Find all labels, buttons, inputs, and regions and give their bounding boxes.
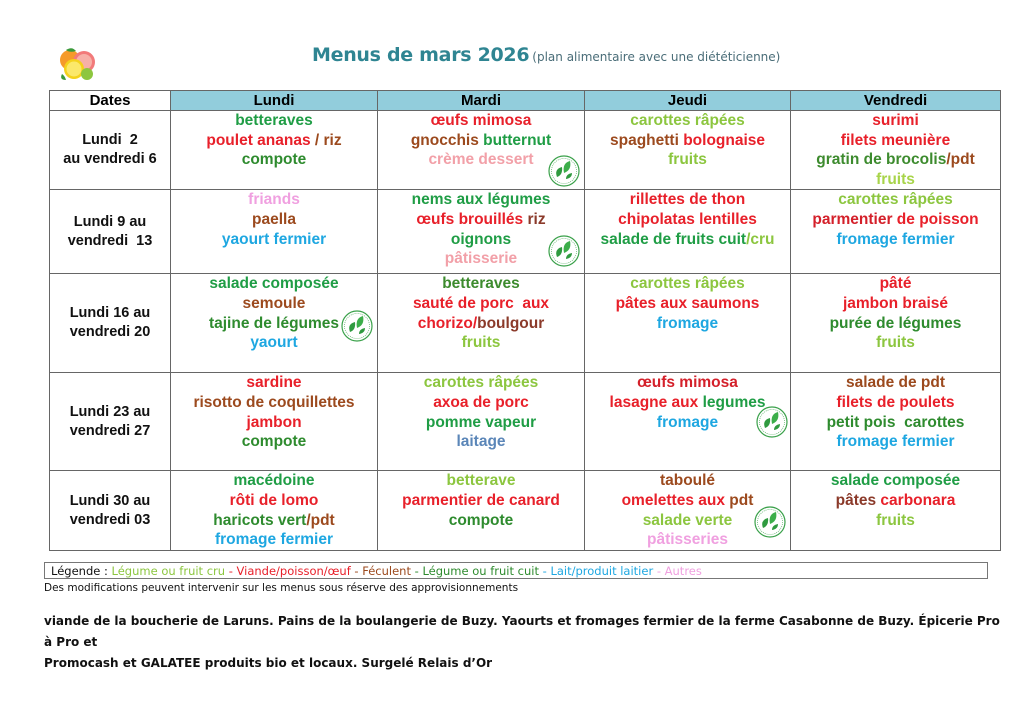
- menu-item: [585, 210, 790, 230]
- menu-item-text: betteraves: [235, 112, 313, 129]
- suppliers-text: [44, 611, 1004, 674]
- legend-separator: -: [410, 564, 423, 578]
- week-dates: [50, 190, 171, 274]
- menu-cell-jeudi: [585, 190, 791, 274]
- menu-item-text: oignons: [450, 230, 512, 248]
- week-row: [50, 274, 1001, 373]
- menu-item: [585, 131, 790, 151]
- legend-item: Féculent: [362, 564, 411, 578]
- menu-item-text: bolognaise: [678, 131, 766, 149]
- menu-item-text: de poisson: [892, 210, 979, 228]
- menu-item-text: carbonara: [876, 491, 956, 509]
- vegetarian-leaf-icon: [341, 310, 373, 342]
- menu-table: [49, 90, 1001, 551]
- menu-item: [171, 274, 377, 294]
- menu-item-text: pâtes aux saumons: [615, 294, 760, 312]
- menu-cell-jeudi: [585, 471, 791, 550]
- menu-item: [585, 150, 790, 170]
- week-row: [50, 471, 1001, 550]
- legend-label: Légende :: [51, 564, 112, 578]
- week-row: [50, 373, 1001, 471]
- menu-item: [791, 170, 1000, 190]
- menu-item: [585, 294, 790, 314]
- menu-cell-mardi: [378, 190, 585, 274]
- menu-item: [378, 393, 584, 413]
- menu-item-text: fromage fermier: [214, 531, 333, 549]
- menu-item-text: compote: [241, 151, 307, 169]
- title-main: Menus de mars 2026: [312, 44, 530, 66]
- menu-item-text: salade de pdt: [845, 374, 946, 392]
- menu-item-text: jambon braisé: [842, 294, 949, 312]
- menu-item: [171, 190, 377, 210]
- menu-item-text: / riz: [310, 131, 342, 149]
- menu-item: [171, 210, 377, 230]
- week-dates-line: vendredi 13: [67, 232, 153, 249]
- menu-cell-mardi: [378, 111, 585, 190]
- menu-item: [378, 314, 584, 334]
- menu-item: [791, 230, 1000, 250]
- menu-item-text: sardine: [246, 374, 302, 392]
- menu-item: [171, 471, 377, 491]
- week-dates-line: Lundi 16 au: [69, 305, 151, 322]
- menu-item: [378, 190, 584, 210]
- menu-item: [585, 274, 790, 294]
- week-dates-line: Lundi 30 au: [69, 492, 151, 509]
- menu-item-text: sauté de porc aux: [412, 294, 550, 312]
- menu-item-text: chorizo/: [417, 314, 478, 332]
- column-header-mardi: Mardi: [378, 91, 585, 111]
- legend-item: Viande/poisson/œuf: [236, 564, 351, 578]
- menu-item: [585, 230, 790, 250]
- menu-item: [378, 333, 584, 353]
- menu-item-text: carottes râpées: [630, 275, 745, 293]
- menu-item-text: nems aux légumes: [411, 191, 551, 209]
- menu-item-text: laitage: [456, 433, 506, 451]
- menu-cell-mardi: [378, 471, 585, 550]
- menu-item: [171, 530, 377, 550]
- menu-item-text: axoa de porc: [433, 393, 529, 411]
- menu-item-text: carottes râpées: [630, 112, 745, 129]
- menu-item: [378, 274, 584, 294]
- menu-item: [378, 471, 584, 491]
- menu-item-text: filets de poulets: [836, 393, 955, 411]
- menu-item: [171, 373, 377, 393]
- menu-item-text: compote: [448, 511, 514, 529]
- menu-item-text: parmentier: [812, 210, 893, 228]
- menu-item-text: /pdt: [306, 511, 335, 529]
- menu-item-text: risotto de coquillettes: [193, 393, 355, 411]
- menu-item-text: salade verte: [642, 511, 733, 529]
- menu-item: [171, 393, 377, 413]
- menu-item: [791, 190, 1000, 210]
- menu-item: [791, 150, 1000, 170]
- menu-item-text: pâté: [879, 275, 912, 293]
- page-title: [312, 44, 780, 66]
- menu-item: [791, 333, 1000, 353]
- menu-item-text: gnocchis: [410, 131, 479, 149]
- menu-item: [791, 314, 1000, 334]
- menu-item-text: petit pois carottes: [826, 413, 965, 431]
- menu-item-text: fruits: [876, 511, 915, 529]
- menu-item-text: taboulé: [659, 472, 716, 490]
- menu-item-text: filets meunière: [840, 131, 951, 149]
- menu-item-text: /cru: [746, 230, 775, 248]
- week-dates-line: Lundi 2: [82, 132, 138, 149]
- menu-item: [171, 491, 377, 511]
- menu-item-text: œufs brouillés: [416, 210, 524, 228]
- vegetarian-leaf-icon: [756, 406, 788, 438]
- menu-item: [378, 373, 584, 393]
- menu-item-text: fruits: [876, 170, 915, 188]
- menu-item: [378, 210, 584, 230]
- menu-item-text: yaourt: [250, 334, 298, 352]
- legend-separator: -: [538, 564, 551, 578]
- legend-separator: -: [653, 564, 665, 578]
- legend: [44, 562, 988, 579]
- vegetarian-leaf-icon: [548, 235, 580, 267]
- menu-item-text: fruits: [461, 334, 501, 352]
- menu-item: [585, 373, 790, 393]
- week-dates: [50, 471, 171, 550]
- supply-note: Des modifications peuvent intervenir sur les menus sous réserve des approvisionnements: [44, 582, 519, 594]
- week-dates: [50, 373, 171, 471]
- legend-separator: -: [225, 564, 237, 578]
- menu-item-text: lasagne aux: [609, 393, 703, 411]
- menu-item: [791, 491, 1000, 511]
- menu-item: [378, 432, 584, 452]
- menu-cell-jeudi: [585, 373, 791, 471]
- vegetarian-leaf-icon: [548, 155, 580, 187]
- menu-item-text: gratin de brocolis: [816, 151, 947, 169]
- menu-item: [791, 471, 1000, 491]
- menu-cell-lundi: [171, 111, 378, 190]
- menu-item: [378, 294, 584, 314]
- menu-item-text: fromage: [656, 314, 719, 332]
- menu-item-text: purée de légumes: [829, 314, 962, 332]
- menu-item-text: pomme vapeur: [425, 413, 537, 431]
- menu-item-text: carottes râpées: [423, 374, 539, 392]
- menu-item-text: spaghetti: [609, 131, 679, 149]
- vegetarian-leaf-icon: [754, 506, 786, 538]
- legend-item: Légume ou fruit cuit: [422, 564, 539, 578]
- menu-item: [378, 413, 584, 433]
- week-dates: [50, 111, 171, 190]
- menu-item: [585, 471, 790, 491]
- week-dates-line: vendredi 20: [69, 324, 151, 341]
- menu-item: [791, 111, 1000, 131]
- menu-cell-lundi: [171, 471, 378, 550]
- menu-item-text: parmentier de canard: [402, 491, 560, 509]
- menu-item-text: haricots vert: [213, 511, 307, 529]
- menu-item-text: butternut: [478, 131, 552, 149]
- menu-item: [171, 432, 377, 452]
- header-row: [50, 91, 1001, 111]
- menu-item-text: /pdt: [946, 151, 975, 169]
- menu-item: [585, 111, 790, 131]
- menu-item-text: fromage fermier: [836, 230, 955, 248]
- menu-item: [378, 491, 584, 511]
- menu-cell-lundi: [171, 190, 378, 274]
- menu-item-text: omelettes aux: [621, 491, 725, 509]
- menu-item-text: rillettes de thon: [629, 191, 746, 209]
- menu-item-text: chipolatas lentilles: [618, 210, 757, 228]
- menu-item: [585, 314, 790, 334]
- menu-cell-jeudi: [585, 274, 791, 373]
- citrus-fruits-icon: [56, 44, 98, 82]
- menu-item: [171, 230, 377, 250]
- menu-item: [171, 511, 377, 531]
- column-header-vendredi: Vendredi: [791, 91, 1001, 111]
- menu-cell-vendredi: [791, 111, 1001, 190]
- week-dates-line: Lundi 9 au: [73, 213, 147, 230]
- menu-item: [791, 294, 1000, 314]
- menu-item-text: riz: [523, 210, 546, 228]
- legend-item: Autres: [664, 564, 702, 578]
- legend-item: Légume ou fruit cru: [111, 564, 226, 578]
- menu-item: [585, 190, 790, 210]
- menu-item-text: macédoine: [233, 472, 315, 490]
- menu-item: [378, 511, 584, 531]
- menu-item-text: crème dessert: [428, 151, 534, 169]
- legend-separator: -: [350, 564, 363, 578]
- menu-item: [171, 413, 377, 433]
- week-dates-line: vendredi 27: [69, 422, 151, 439]
- menu-item: [171, 131, 377, 151]
- menu-item-text: fruits: [668, 151, 707, 169]
- menu-item: [378, 131, 584, 151]
- column-header-dates: Dates: [50, 91, 171, 111]
- menu-cell-lundi: [171, 373, 378, 471]
- menu-item: [791, 131, 1000, 151]
- week-dates-line: vendredi 03: [69, 511, 151, 528]
- menu-item-text: fromage: [656, 413, 719, 431]
- menu-cell-mardi: [378, 373, 585, 471]
- menu-item: [791, 511, 1000, 531]
- week-dates-line: au vendredi 6: [63, 151, 157, 168]
- menu-item-text: carottes râpées: [838, 191, 953, 209]
- menu-item-text: fruits: [876, 334, 915, 352]
- suppliers-line-2: Promocash et GALATEE produits bio et locaux. Surgelé Relais d’Or: [44, 656, 493, 670]
- menu-item-text: boulgour: [477, 314, 545, 332]
- menu-item-text: semoule: [242, 294, 306, 312]
- menu-item: [791, 393, 1000, 413]
- menu-item-text: poulet ananas: [206, 131, 311, 149]
- week-row: [50, 111, 1001, 190]
- menu-cell-vendredi: [791, 471, 1001, 550]
- menu-item: [791, 373, 1000, 393]
- menu-item-text: fromage fermier: [836, 433, 955, 451]
- menu-cell-vendredi: [791, 274, 1001, 373]
- week-row: [50, 190, 1001, 274]
- menu-item-text: friands: [248, 191, 300, 209]
- menu-item-text: salade de fruits cuit: [600, 230, 747, 248]
- menu-item-text: salade composée: [209, 275, 339, 293]
- column-header-jeudi: Jeudi: [585, 91, 791, 111]
- menu-item: [378, 111, 584, 131]
- menu-item-text: rôti de lomo: [229, 491, 319, 509]
- menu-item: [791, 413, 1000, 433]
- menu-cell-lundi: [171, 274, 378, 373]
- menu-cell-jeudi: [585, 111, 791, 190]
- menu-item-text: betterave: [446, 472, 516, 490]
- menu-item-text: legumes: [702, 393, 766, 411]
- menu-item-text: jambon: [246, 413, 302, 431]
- title-subtitle: (plan alimentaire avec une diététicienne): [532, 50, 781, 64]
- menu-cell-vendredi: [791, 190, 1001, 274]
- menu-item: [791, 210, 1000, 230]
- menu-item-text: pâtisserie: [444, 250, 518, 268]
- menu-cell-vendredi: [791, 373, 1001, 471]
- menu-item: [171, 111, 377, 131]
- menu-item-text: compote: [241, 433, 307, 451]
- menu-item-text: tajine de légumes: [208, 314, 340, 332]
- menu-item: [171, 150, 377, 170]
- menu-item-text: salade composée: [830, 472, 961, 490]
- menu-item-text: œufs mimosa: [637, 374, 738, 392]
- menu-item-text: œufs mimosa: [430, 112, 532, 129]
- menu-item-text: pâtisseries: [647, 531, 728, 549]
- menu-item-text: yaourt fermier: [221, 230, 327, 248]
- menu-item-text: paella: [252, 210, 296, 228]
- week-dates: [50, 274, 171, 373]
- menu-cell-mardi: [378, 274, 585, 373]
- column-header-lundi: Lundi: [171, 91, 378, 111]
- menu-item: [791, 274, 1000, 294]
- legend-item: Lait/produit laitier: [550, 564, 654, 578]
- menu-item-text: pâtes: [835, 491, 877, 509]
- menu-item: [791, 432, 1000, 452]
- menu-item-text: pdt: [724, 491, 754, 509]
- suppliers-line-1: viande de la boucherie de Laruns. Pains de la boulangerie de Buzy. Yaourts et fromages fermier de la ferme Casabonne de Buzy. Épicerie Pro à Pro et: [44, 614, 1000, 649]
- menu-item-text: betteraves: [442, 275, 520, 293]
- week-dates-line: Lundi 23 au: [69, 403, 151, 420]
- menu-item-text: surimi: [872, 112, 919, 129]
